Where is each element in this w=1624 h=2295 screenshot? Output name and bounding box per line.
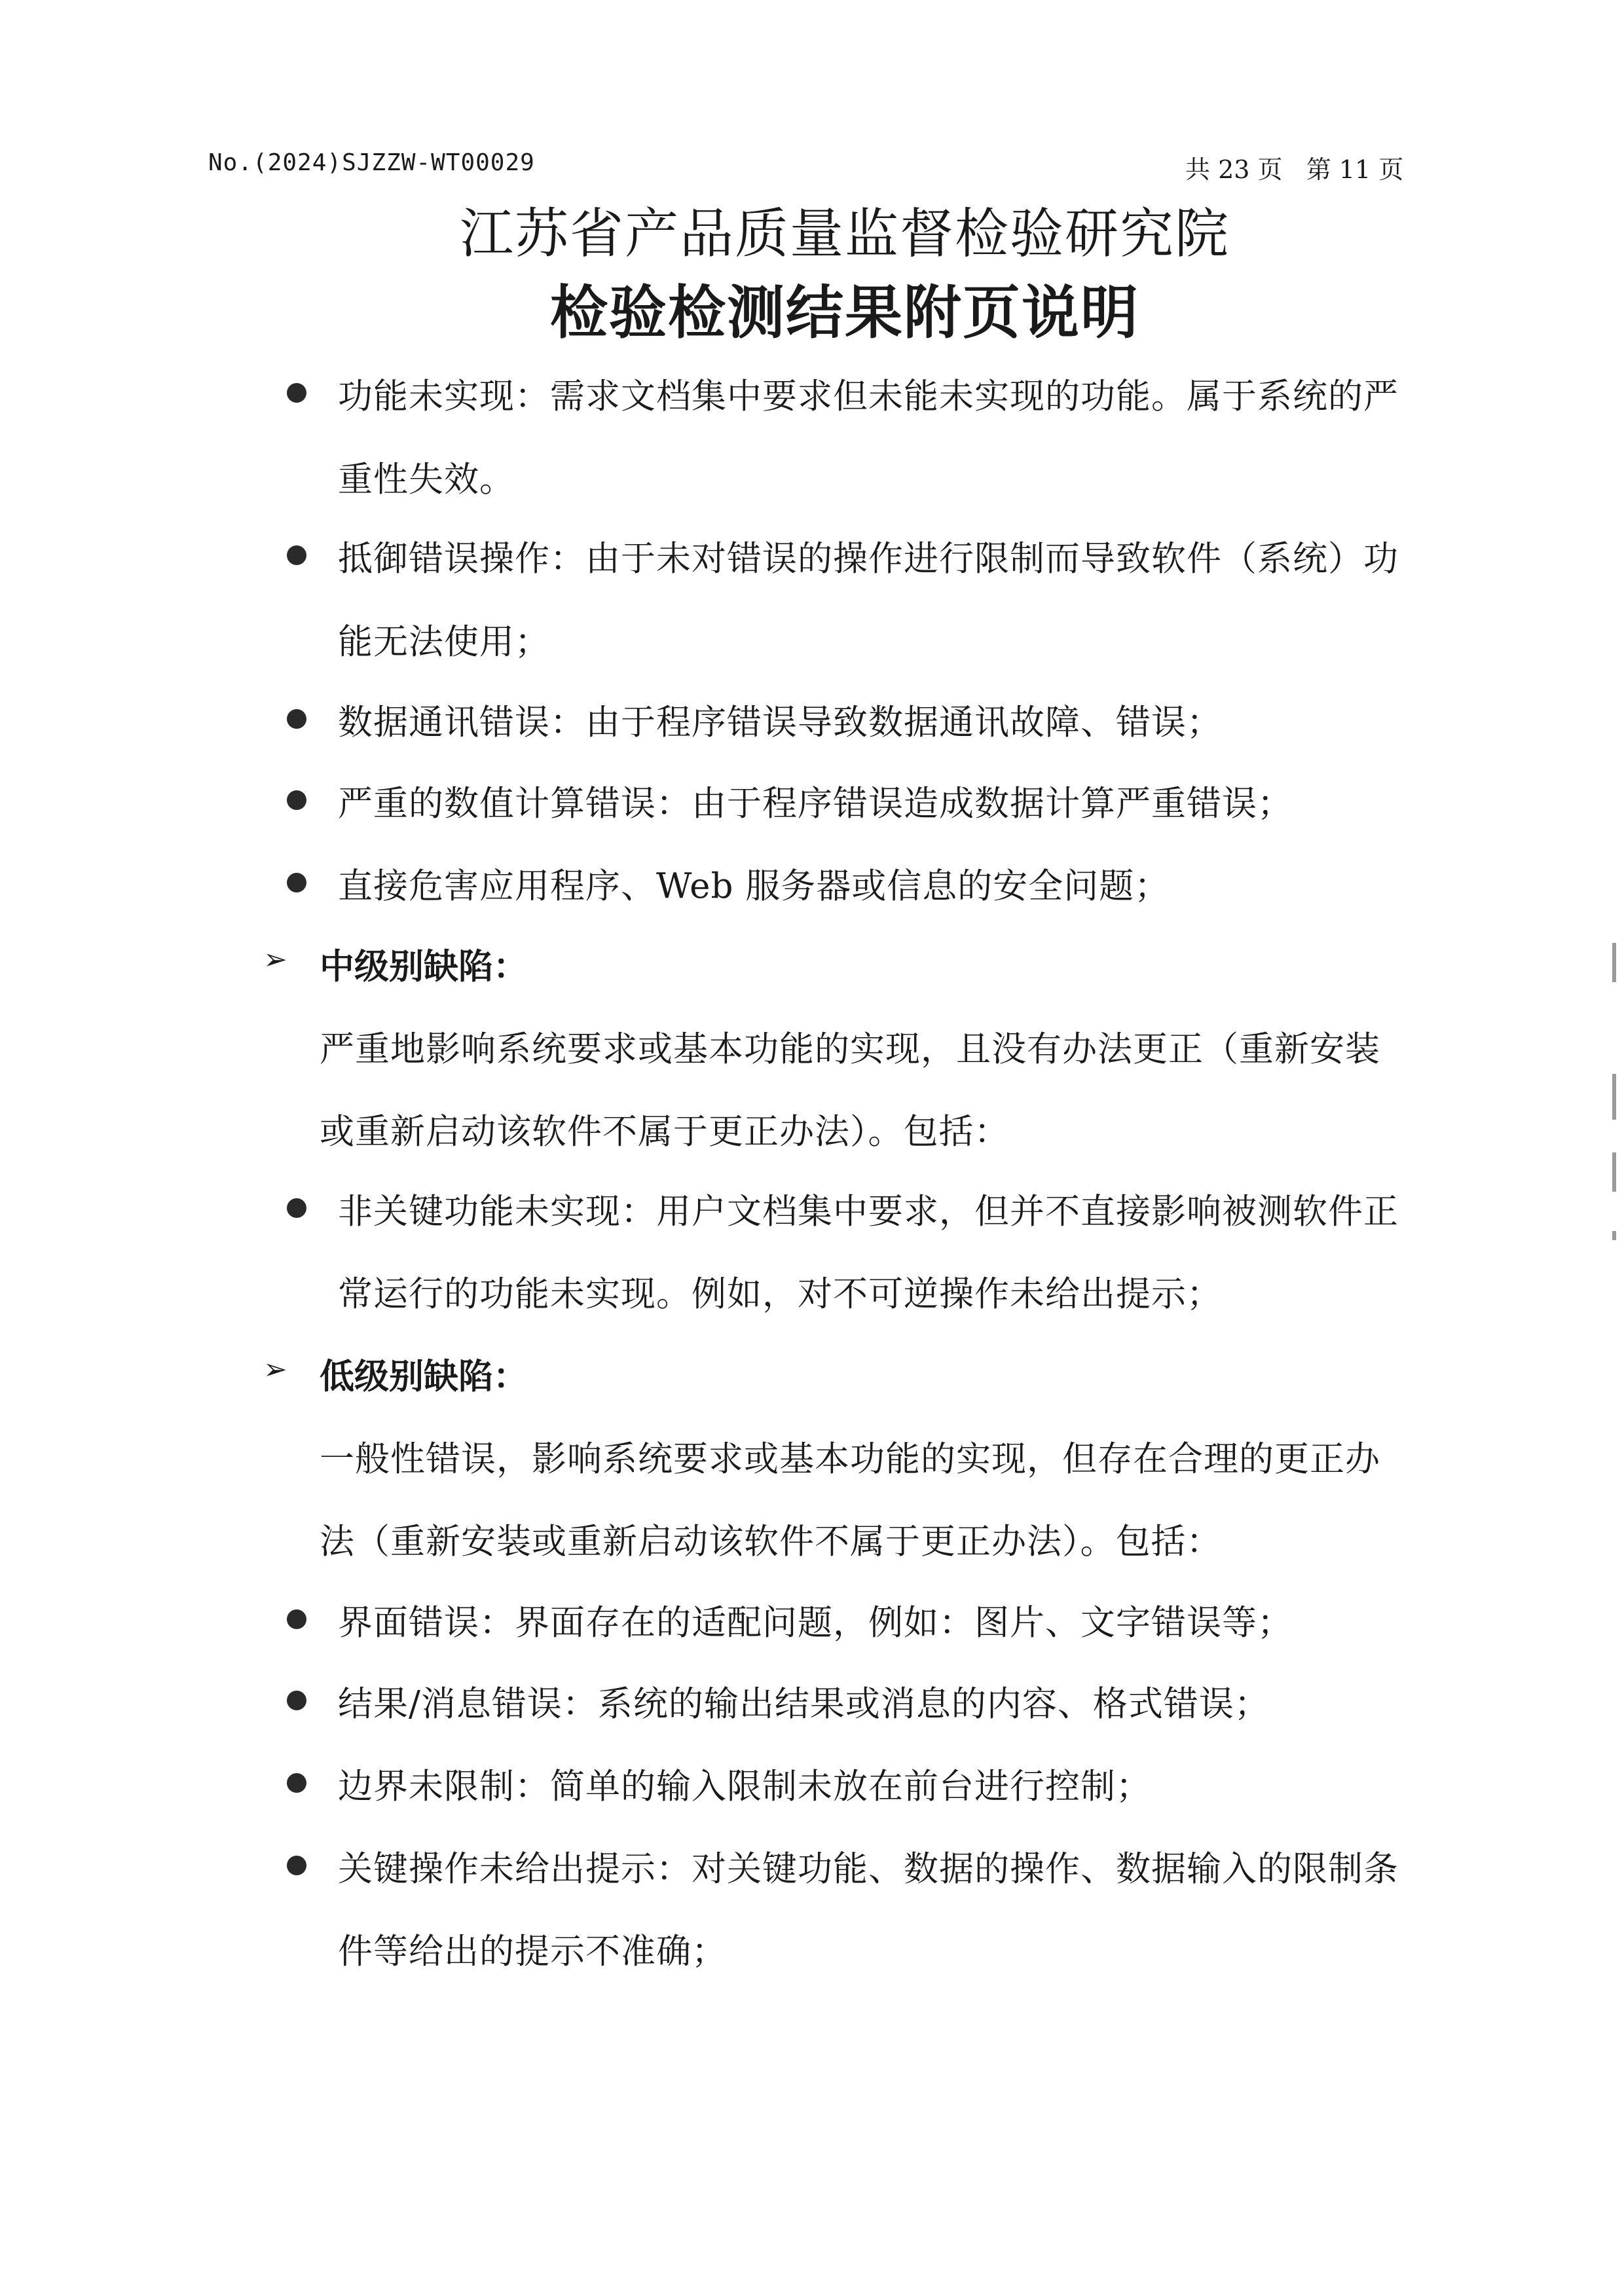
bullet-dot-icon (287, 873, 306, 892)
bullet-dot-icon (287, 383, 306, 403)
bullet-dot-icon (287, 1691, 306, 1710)
section-description: 一般性错误，影响系统要求或基本功能的实现，但存在合理的更正办 (320, 1439, 1380, 1479)
section-description: 严重地影响系统要求或基本功能的实现，且没有办法更正（重新安装 (320, 1029, 1380, 1069)
bullet-dot-icon (287, 709, 306, 729)
report-number: No.(2024)SJZZW-WT00029 (208, 149, 535, 176)
section-description: 法（重新安装或重新启动该软件不属于更正办法）。包括： (320, 1522, 1222, 1562)
scan-edge-mark (1612, 1152, 1616, 1192)
section-heading-medium: 中级别缺陷： (320, 947, 528, 987)
organization-title: 江苏省产品质量监督检验研究院 (459, 203, 1230, 265)
bullet-dot-icon (287, 1773, 306, 1793)
bullet-text: 直接危害应用程序、Web 服务器或信息的安全问题； (338, 866, 1170, 906)
scan-edge-mark (1612, 1231, 1616, 1240)
bullet-text: 功能未实现：需求文档集中要求但未能未实现的功能。属于系统的严 (338, 376, 1399, 416)
bullet-text: 边界未限制：简单的输入限制未放在前台进行控制； (338, 1767, 1151, 1807)
document-title: 检验检测结果附页说明 (549, 279, 1139, 346)
page-info: 共 23 页 第 11 页 (1185, 155, 1404, 184)
bullet-text: 抵御错误操作：由于未对错误的操作进行限制而导致软件（系统）功 (338, 539, 1399, 579)
bullet-text: 关键操作未给出提示：对关键功能、数据的操作、数据输入的限制条 (338, 1849, 1399, 1889)
bullet-text: 数据通讯错误：由于程序错误导致数据通讯故障、错误； (338, 703, 1222, 743)
bullet-text-continuation: 重性失效。 (338, 460, 515, 500)
bullet-dot-icon (287, 1198, 306, 1218)
section-description: 或重新启动该软件不属于更正办法）。包括： (320, 1112, 1010, 1152)
arrow-bullet-icon: ➢ (263, 1353, 287, 1386)
bullet-text-continuation: 能无法使用； (338, 622, 550, 662)
bullet-text: 严重的数值计算错误：由于程序错误造成数据计算严重错误； (338, 784, 1293, 824)
bullet-dot-icon (287, 1856, 306, 1875)
scan-edge-mark (1612, 1074, 1616, 1120)
bullet-text: 非关键功能未实现：用户文档集中要求，但并不直接影响被测软件正 (338, 1192, 1399, 1232)
arrow-bullet-icon: ➢ (263, 943, 287, 976)
bullet-text: 界面错误：界面存在的适配问题，例如：图片、文字错误等； (338, 1603, 1293, 1643)
bullet-text-continuation: 件等给出的提示不准确； (338, 1932, 727, 1972)
bullet-text: 结果/消息错误：系统的输出结果或消息的内容、格式错误； (338, 1684, 1270, 1724)
bullet-dot-icon (287, 1609, 306, 1629)
bullet-dot-icon (287, 790, 306, 810)
section-heading-low: 低级别缺陷： (320, 1357, 528, 1397)
bullet-text-continuation: 常运行的功能未实现。例如，对不可逆操作未给出提示； (338, 1274, 1222, 1314)
bullet-dot-icon (287, 545, 306, 565)
scan-edge-mark (1612, 943, 1616, 982)
